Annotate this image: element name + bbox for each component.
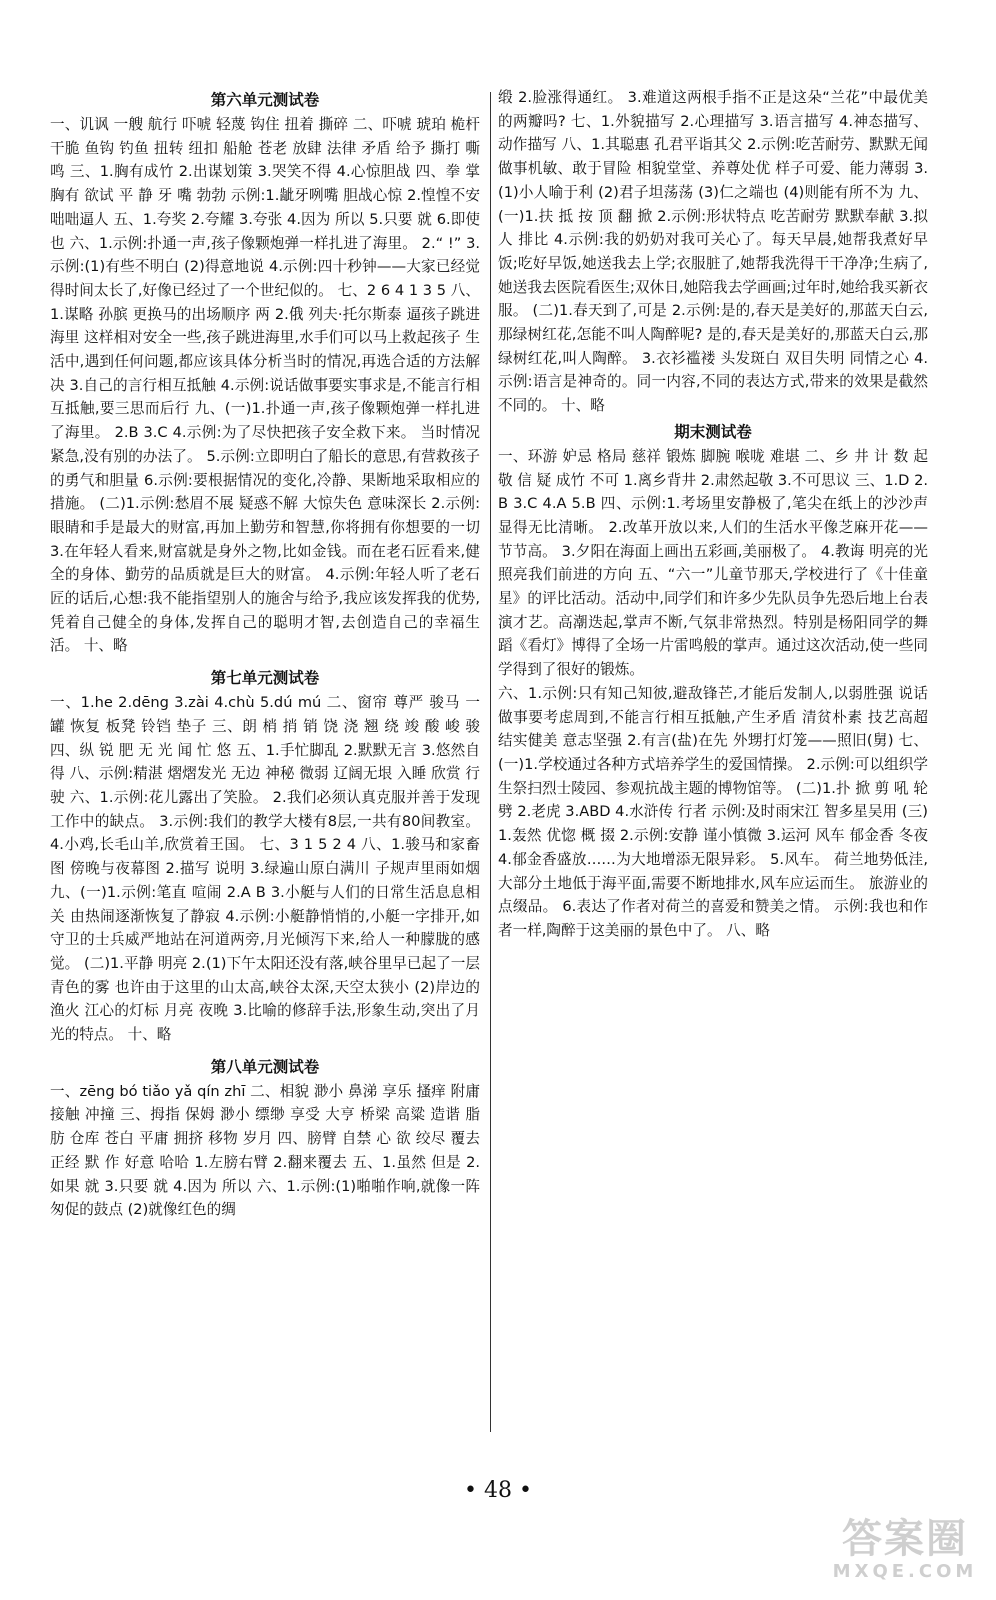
unit7-answers: 一、1.he 2.dēng 3.zài 4.chù 5.dú mú 二、窗帘 尊严 骏马 一罐 恢复 板凳 铃铛 垫子 三、朗 梢 捎 销 饶 浇 翘 绕 竣 酸 峻 骏 四、纵 锐 肥 无 光 闻 忙 悠 五、1.手忙脚乱 2.默默无言 3.悠然自得 八、示例:精湛 熠熠发光 无边 神秘 微弱 辽阔无垠 入睡 欣赏 行驶 六、1.示例:花儿露出了笑脸。 2.我们必须认真克服并善于发现工作中的缺点。 3.示例:我们的教学大楼有8层,一共有80间教室。 4.小鸡,长毛山羊,欣赏着王国。 七、3 1 5 2 4 八、1.骏马和家畜图 傍晚与夜幕图 2.描写 说明 3.绿遍山原白满川 子规声里雨如烟 九、(一)1.示例:笔直 喧闹 2.A B 3.小艇与人们的日常生活息息相关 由热闹逐渐恢复了静寂 4.示例:小艇静悄悄的,小艇一字排开,如守卫的士兵威严地站在河道两旁,月光倾泻下来,给人一种朦胧的感觉。 (二)1.平静 明亮 2.(1)下午太阳还没有落,峡谷里早已起了一层青色的雾 也许由于这里的山太高,峡谷太深,天空太狭小 (2)岸边的渔火 江心的灯标 月亮 夜晚 3.比喻的修辞手法,形象生动,突出了月光的特点。 十、略 bbox=[50, 694, 480, 1044]
unit8-title: 第八单元测试卷 bbox=[210, 1057, 320, 1076]
final-exam-answers-part1: 一、环游 妒忌 格局 慈祥 锻炼 脚腕 喉咙 难堪 二、乡 井 计 数 起敬 信 疑 成竹 不可 1.离乡背井 2.肃然起敬 3.不可思议 三、1.D 2.B 3.C 4.A 5.B 四、示例:1.考场里安静极了,笔尖在纸上的沙沙声显得无比清晰。 2.改革开放以来,人们的生活水平像芝麻开花——节节高。 3.夕阳在海面上画出五彩画,美丽极了。 4.教诲 明亮的光 照亮我们前进的方向 五、“六一”儿童节那天,学校进行了《十佳童星》的评比活动。活动中,同学们和许多少先队员争先恐后地上台表演才艺。高潮迭起,掌声不断,气氛非常热烈。特别是杨阳同学的舞蹈《看灯》博得了全场一片雷鸣般的掌声。通过这次活动,使一些同学得到了很好的锻炼。 bbox=[498, 447, 928, 679]
watermark-logo-text: 答案圈 bbox=[842, 1516, 968, 1562]
unit8-answers-continued: 缎 2.脸涨得通红。 3.难道这两根手指不正是这朵“兰花”中最优美的两瓣吗? 七、1.外貌描写 2.心理描写 3.语言描写 4.神态描写、动作描写 八、1.其聪惠 孔君平诣其父 2.示例:吃苦耐劳、默默无闻 做事机敏、敢于冒险 相貌堂堂、养尊处优 样子可爱、能力薄弱 3.(1)小人喻于利 (2)君子坦荡荡 (3)仁之端也 (4)则能有所不为 九、(一)1.扶 抵 按 顶 翻 掀 2.示例:形状特点 吃苦耐劳 默默奉献 3.拟人 排比 4.示例:我的奶奶对我可关心了。每天早晨,她帮我煮好早饭;吃好早饭,她送我去上学;衣服脏了,她帮我洗得干干净净;生病了,她送我去医院看医生;双休日,她陪我去学画画;过年时,她给我买新衣服。 (二)1.春天到了,可是 2.示例:是的,春天是美好的,那蓝天白云,那绿树红花,怎能不叫人陶醉呢? 是的,春天是美好的,那蓝天白云,那绿树红花,叫人陶醉。 3.衣衫褴褛 头发斑白 双目失明 同情之心 4.示例:语言是神奇的。同一内容,不同的表达方式,带来的效果是截然不同的。 十、略 bbox=[498, 89, 928, 415]
column-divider bbox=[490, 92, 491, 1432]
final-exam-title: 期末测试卷 bbox=[674, 422, 752, 441]
unit6-answers: 一、讥讽 一艘 航行 吓唬 轻蔑 钩住 扭着 撕碎 二、吓唬 琥珀 桅杆 干脆 鱼钩 钓鱼 扭转 纽扣 船舱 苍老 放肆 法律 矛盾 给予 撕打 嘶鸣 三、1.胸有成竹 2.出谋划策 3.哭笑不得 4.心惊胆战 四、拳 掌 胸有 欲试 平 静 牙 嘴 勃勃 示例:1.龇牙咧嘴 胆战心惊 2.惶惶不安 咄咄逼人 五、1.夸奖 2.夸耀 3.夸张 4.因为 所以 5.只要 就 6.即使 也 六、1.示例:扑通一声,孩子像颗炮弹一样扎进了海里。 2.“ !” 3.示例:(1)有些不明白 (2)得意地说 4.示例:四十秒钟——大家已经觉得时间太长了,好像已经过了一个世纪似的。 七、2 6 4 1 3 5 八、1.谋略 孙膑 更换马的出场顺序 两 2.俄 列夫·托尔斯泰 逼孩子跳进海里 这样相对安全一些,孩子跳进海里,水手们可以马上救起孩子 生活中,遇到任何问题,都应该具体分析当时的情况,再选合适的方法解决 3.自己的言行相互抵触 4.示例:说话做事要实事求是,不能言行相互抵触,要三思而后行 九、(一)1.扑通一声,孩子像颗炮弹一样扎进了海里。 2.B 3.C 4.示例:为了尽快把孩子安全救下来。 当时情况紧急,没有别的办法了。 5.示例:立即明白了船长的意思,有营救孩子的勇气和胆量 6.示例:要根据情况的变化,冷静、果断地采取相应的措施。 (二)1.示例:愁眉不展 疑惑不解 大惊失色 意味深长 2.示例:眼睛和手是最大的财富,再加上勤劳和智慧,你将拥有你想要的一切 3.在年轻人看来,财富就是身外之物,比如金钱。而在老石匠看来,健全的身体、勤劳的品质就是巨大的财富。 4.示例:年轻人听了老石匠的话后,心想:我不能指望别人的施舍与给予,我应该发挥我的优势,凭着自己健全的身体,发挥自己的聪明才智,去创造自己的幸福生活。 十、略 bbox=[50, 116, 480, 655]
site-watermark bbox=[830, 1517, 980, 1582]
page-number: • 48 • bbox=[464, 1478, 532, 1503]
unit6-title: 第六单元测试卷 bbox=[210, 91, 320, 109]
unit7-title: 第七单元测试卷 bbox=[210, 669, 320, 688]
right-column bbox=[498, 86, 928, 943]
unit8-answers: 一、zēng bó tiǎo yǎ qín zhī 二、相貌 渺小 鼻涕 享乐 搔痒 附庸 接触 冲撞 三、拇指 保姆 渺小 缥缈 享受 大亨 桥梁 高粱 造谐 脂肪 仓库 苍白 平庸 拥挤 移物 岁月 四、膀臂 自禁 心 欲 绞尽 覆去 正经 默 作 好意 哈哈 1.左膀右臂 2.翻来覆去 五、1.虽然 但是 2.如果 就 3.只要 就 4.因为 所以 六、1.示例:(1)啪啪作响,就像一阵匆促的鼓点 (2)就像红色的绸 bbox=[50, 1082, 480, 1219]
left-column bbox=[50, 86, 480, 1222]
final-exam-answers-part2: 六、1.示例:只有知己知彼,避敌锋芒,才能后发制人,以弱胜强 说话做事要考虑周到,不能言行相互抵触,产生矛盾 清贫朴素 技艺高超 结实健美 意志坚强 2.有言(盐)在先 外甥打灯笼——照旧(舅) 七、(一)1.学校通过各种方式培养学生的爱国情操。 2.示例:可以组织学生祭扫烈士陵园、参观抗战主题的博物馆等。 (二)1.扑 掀 剪 吼 轮 劈 2.老虎 3.ABD 4.水浒传 行者 示例:及时雨宋江 智多星吴用 (三)1.轰然 优惚 概 掇 2.示例:安静 谨小慎微 3.运河 风车 郁金香 冬夜 4.郁金香盛放……为大地增添无限异彩。 5.风车。 荷兰地势低洼,大部分土地低于海平面,需要不断地排水,风车应运而生。 旅游业的点缀品。 6.表达了作者对荷兰的喜爱和赞美之情。 示例:我也和作者一样,陶醉于这美丽的景色中了。 八、略 bbox=[498, 684, 928, 939]
watermark-url: MXQE.COM bbox=[832, 1561, 978, 1582]
